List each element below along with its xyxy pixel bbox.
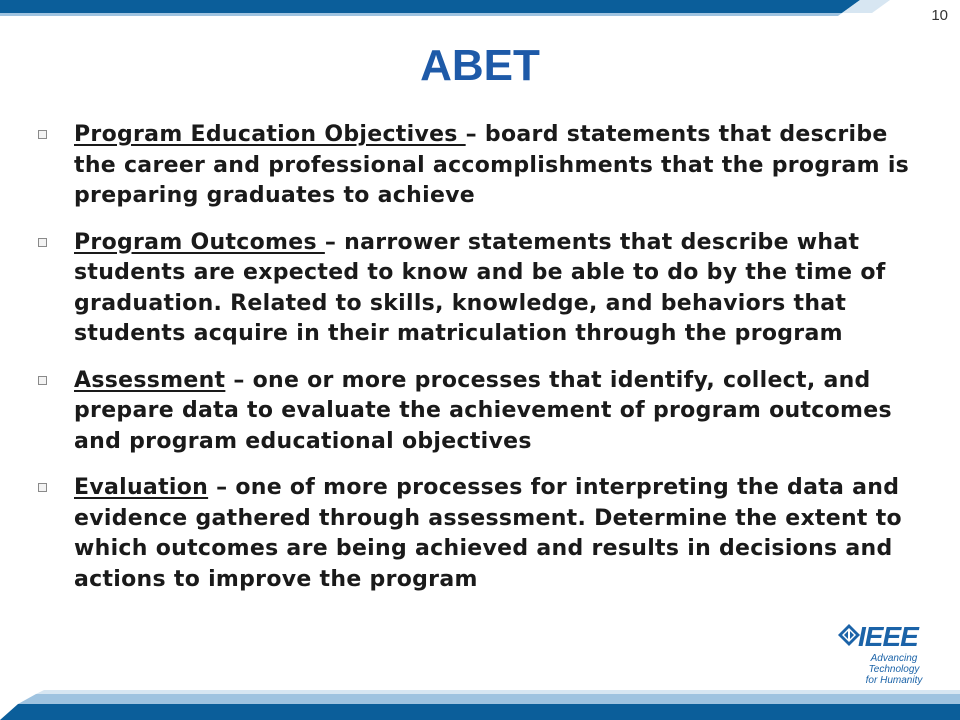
bullet-item bbox=[36, 473, 936, 595]
bullet-text: – one of more processes for interpreting the data and evidence gathered through assessment. Determine the extent to which outcomes are being achieved and results in decisions and actions to improve the program bbox=[74, 475, 902, 592]
ieee-logo bbox=[836, 620, 948, 686]
bullet-list bbox=[36, 120, 936, 611]
bullet-marker-icon bbox=[38, 376, 47, 385]
bullet-marker-icon bbox=[38, 483, 47, 492]
logo-tagline-line1: Advancing Technology bbox=[868, 653, 920, 675]
bullet-term: Program Outcomes bbox=[74, 229, 325, 255]
logo-tagline bbox=[844, 653, 944, 686]
bottom-band bbox=[0, 686, 960, 720]
bullet-marker-icon bbox=[38, 130, 47, 139]
bullet-term: Program Education Objectives bbox=[74, 122, 466, 147]
bullet-text: – narrower statements that describe what students are expected to know and be able to do by the time of graduation. Related to skills, knowledge, and behaviors that students acquire in their matriculation through the program bbox=[74, 229, 886, 346]
bullet-text: – board statements that describe the career and professional accomplishments that the program is preparing graduates to achieve bbox=[74, 122, 910, 208]
bullet-item bbox=[36, 366, 936, 458]
bullet-marker-icon bbox=[38, 238, 47, 247]
slide-number: 10 bbox=[931, 7, 948, 24]
logo-tagline-line2: for Humanity bbox=[865, 675, 923, 686]
bullet-item bbox=[36, 228, 936, 350]
ieee-diamond-icon bbox=[838, 624, 860, 646]
bullet-text: – one or more processes that identify, collect, and prepare data to evaluate the achievement of program outcomes and program educational objectives bbox=[74, 367, 892, 454]
bullet-term: Assessment bbox=[74, 367, 226, 393]
slide-title: ABET bbox=[420, 41, 540, 90]
top-band bbox=[0, 0, 960, 22]
logo-wordmark: IEEE bbox=[858, 621, 918, 652]
bullet-item bbox=[36, 120, 936, 212]
bullet-term: Evaluation bbox=[74, 475, 209, 500]
